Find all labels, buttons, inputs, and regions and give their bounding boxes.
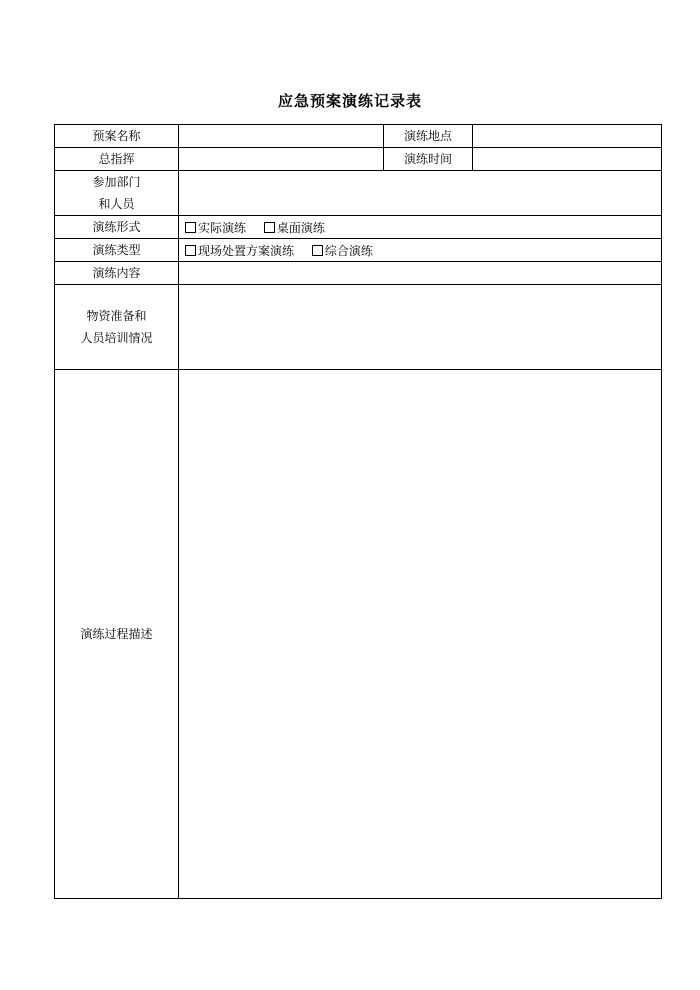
- option-label: 综合演练: [324, 243, 373, 258]
- preparation-label-line1: 物资准备和: [86, 309, 147, 323]
- option-label: 桌面演练: [276, 220, 325, 235]
- plan-name-field[interactable]: [179, 125, 384, 148]
- drill-form-option-actual[interactable]: [185, 219, 246, 236]
- drill-location-field[interactable]: [473, 125, 662, 148]
- checkbox-icon[interactable]: [264, 222, 275, 233]
- commander-field[interactable]: [179, 148, 384, 171]
- drill-type-option-comprehensive[interactable]: [312, 242, 373, 259]
- departments-label-line2: 和人员: [98, 197, 135, 211]
- checkbox-icon[interactable]: [185, 245, 196, 256]
- departments-field[interactable]: [179, 171, 662, 216]
- drill-record-table: [54, 124, 662, 899]
- process-field[interactable]: [179, 370, 662, 899]
- preparation-label: [55, 285, 179, 370]
- drill-content-label: 演练内容: [55, 262, 179, 285]
- drill-form-option-tabletop[interactable]: [264, 219, 325, 236]
- drill-time-field[interactable]: [473, 148, 662, 171]
- row-drill-type: [55, 239, 662, 262]
- row-drill-form: [55, 216, 662, 239]
- row-drill-content: [55, 262, 662, 285]
- drill-content-field[interactable]: [179, 262, 662, 285]
- row-process: [55, 370, 662, 899]
- drill-form-label: 演练形式: [55, 216, 179, 239]
- option-label: 实际演练: [198, 220, 247, 235]
- commander-label: 总指挥: [55, 148, 179, 171]
- plan-name-label: 预案名称: [55, 125, 179, 148]
- row-departments: [55, 171, 662, 216]
- drill-type-option-onsite[interactable]: [185, 242, 294, 259]
- checkbox-icon[interactable]: [185, 222, 196, 233]
- option-label: 现场处置方案演练: [198, 243, 295, 258]
- row-preparation: [55, 285, 662, 370]
- drill-time-label: 演练时间: [384, 148, 473, 171]
- departments-label-line1: 参加部门: [92, 175, 141, 189]
- drill-location-label: 演练地点: [384, 125, 473, 148]
- preparation-label-line2: 人员培训情况: [80, 331, 153, 345]
- drill-type-options: [179, 239, 662, 262]
- preparation-field[interactable]: [179, 285, 662, 370]
- process-label: 演练过程描述: [55, 370, 179, 899]
- row-commander: [55, 148, 662, 171]
- drill-type-label: 演练类型: [55, 239, 179, 262]
- checkbox-icon[interactable]: [312, 245, 323, 256]
- departments-label: [55, 171, 179, 216]
- document-title: 应急预案演练记录表: [277, 92, 422, 110]
- drill-form-options: [179, 216, 662, 239]
- row-plan-name: [55, 125, 662, 148]
